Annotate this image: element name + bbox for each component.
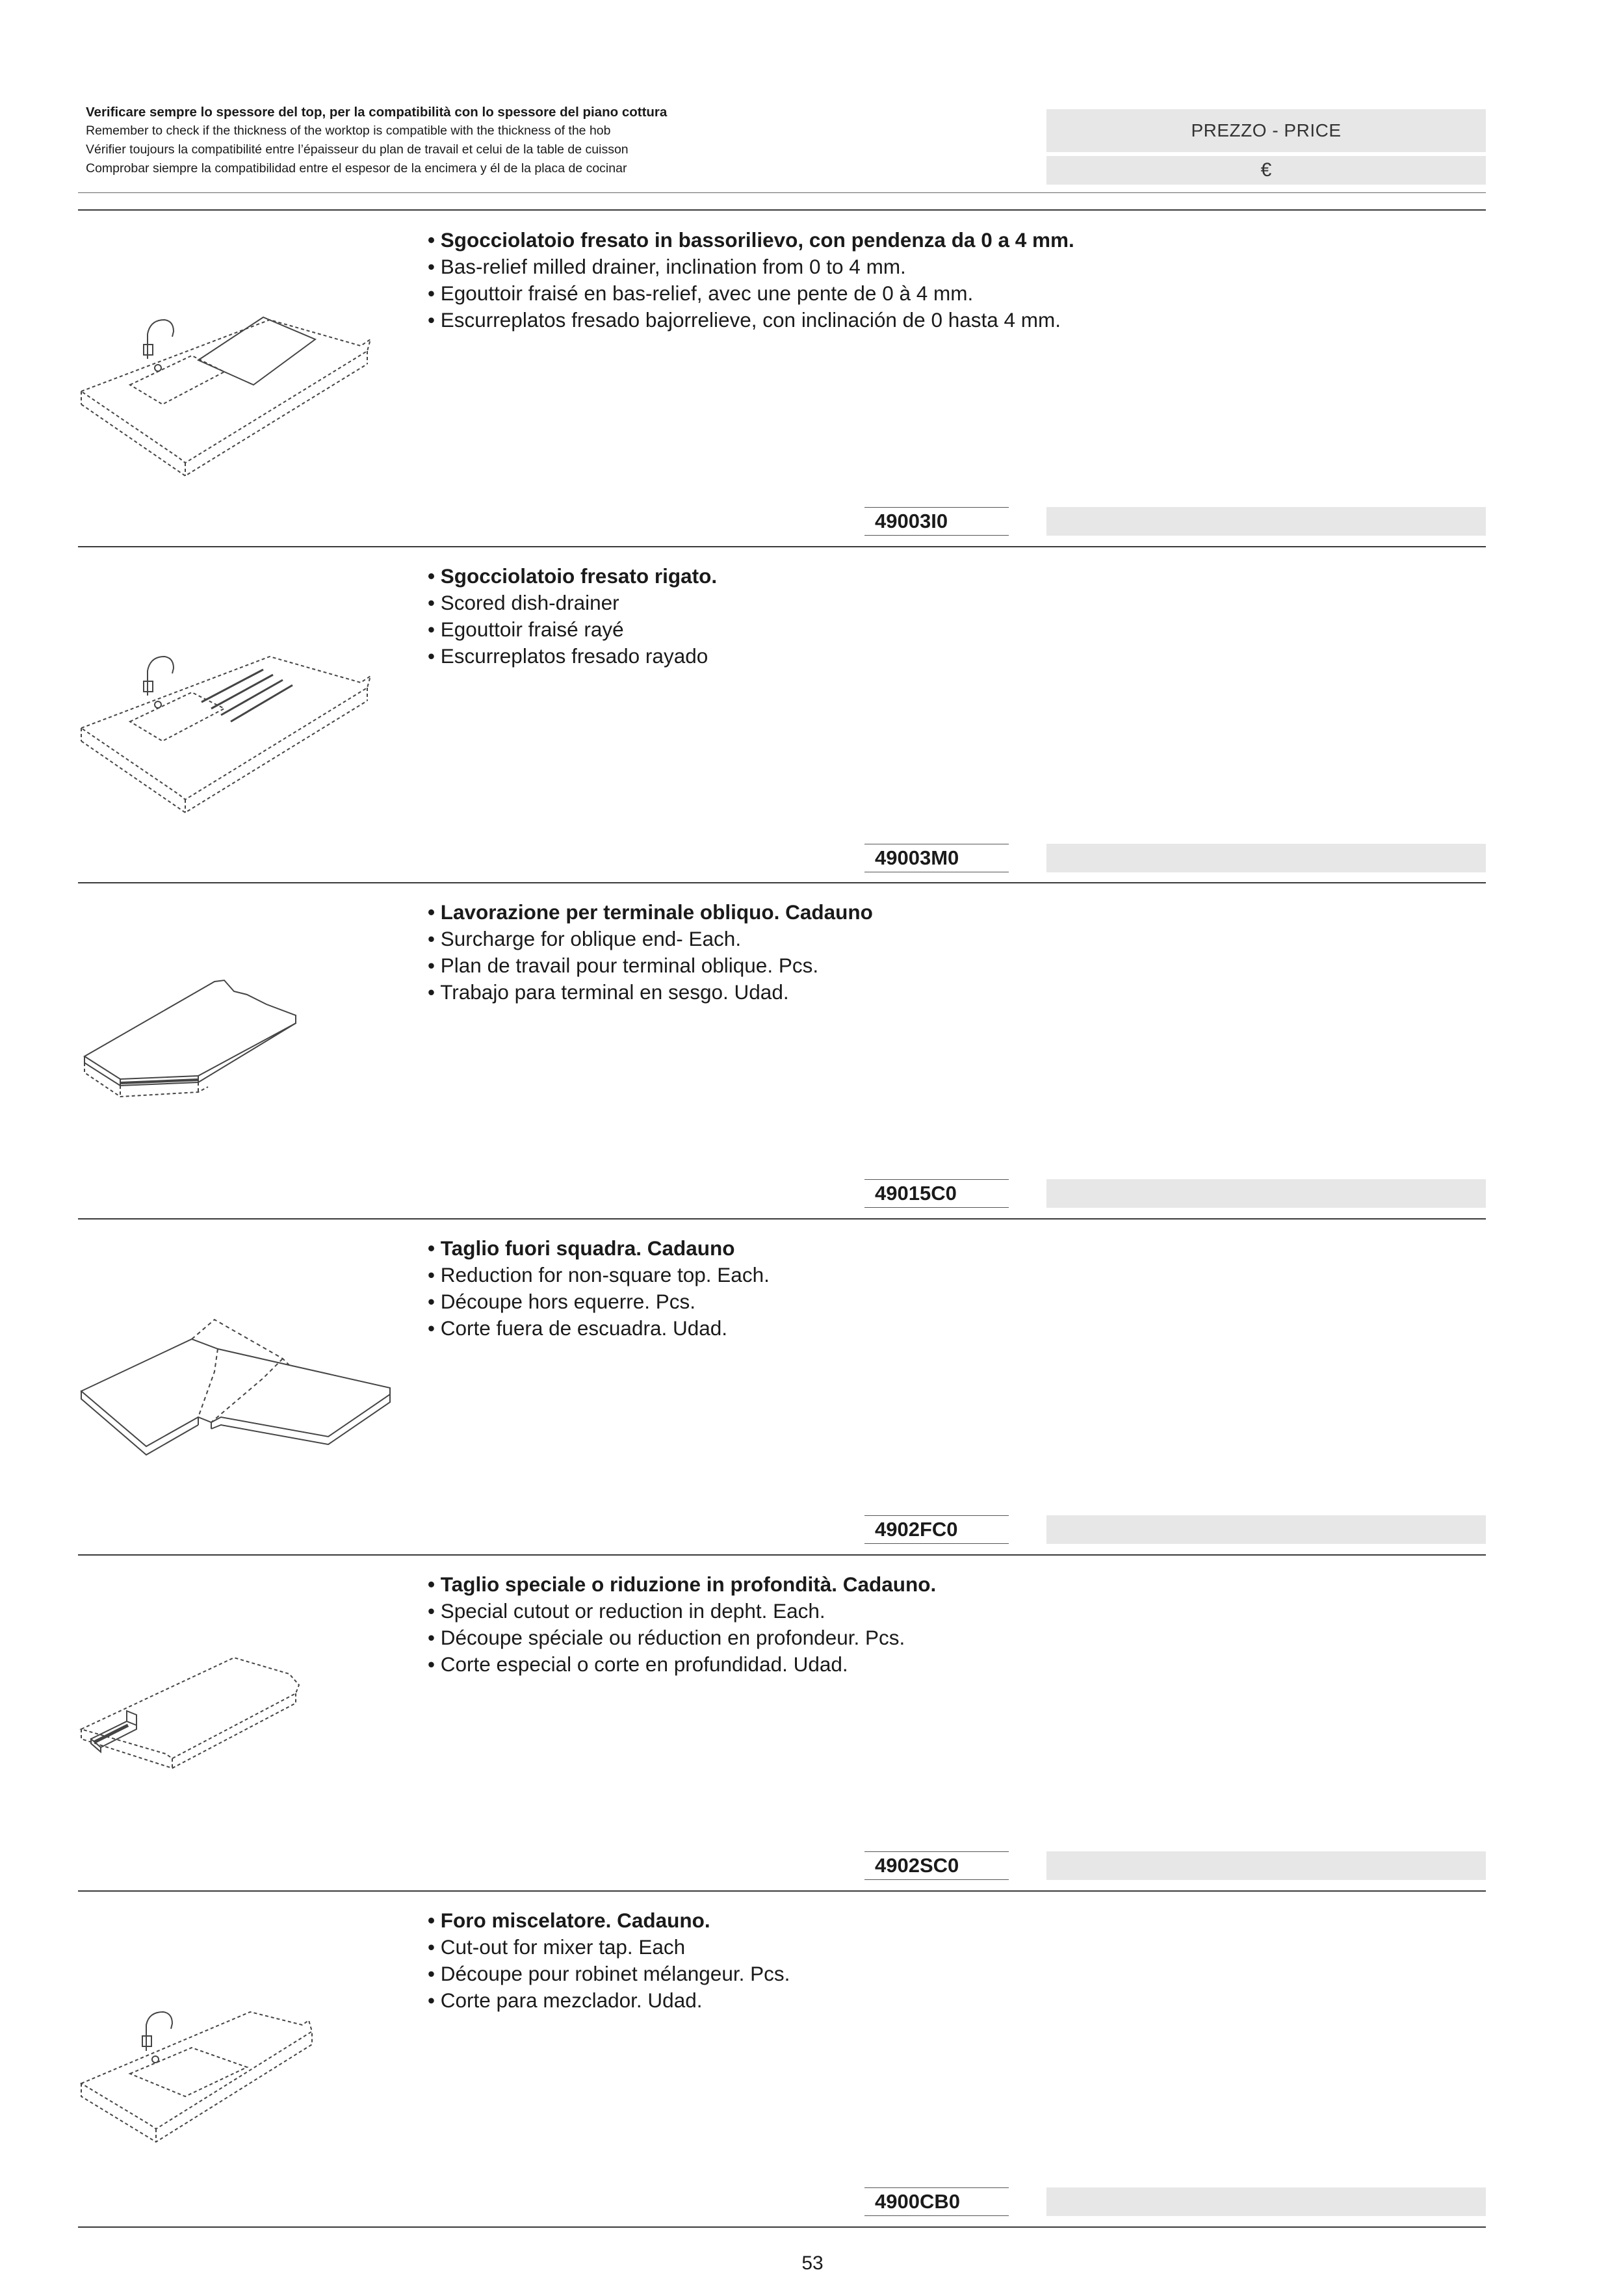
section-divider bbox=[78, 1554, 1486, 1556]
price-field bbox=[1046, 1179, 1486, 1208]
price-field bbox=[1046, 1851, 1486, 1880]
desc-line-en: • Bas-relief milled drainer, inclination from 0 to 4 mm. bbox=[428, 255, 906, 278]
header-divider bbox=[78, 192, 1486, 193]
desc-line-it: • Lavorazione per terminale obliquo. Cadauno bbox=[428, 900, 873, 924]
desc-line-es: • Escurreplatos fresado bajorrelieve, con inclinación de 0 hasta 4 mm. bbox=[428, 308, 1061, 332]
section-divider bbox=[78, 209, 1486, 211]
product-code: 49003I0 bbox=[864, 507, 1009, 536]
page-number: 53 bbox=[801, 2252, 824, 2274]
compatibility-note bbox=[86, 103, 1028, 178]
product-code: 49003M0 bbox=[864, 844, 1009, 872]
price-field bbox=[1046, 844, 1486, 872]
desc-line-en: • Scored dish-drainer bbox=[428, 591, 619, 614]
desc-line-es: • Corte para mezclador. Udad. bbox=[428, 1989, 703, 2012]
desc-line-fr: • Egouttoir fraisé en bas-relief, avec une pente de 0 à 4 mm. bbox=[428, 281, 974, 305]
product-code: 49015C0 bbox=[864, 1179, 1009, 1208]
desc-line-fr: • Découpe spéciale ou réduction en profondeur. Pcs. bbox=[428, 1626, 905, 1649]
price-column-header: PREZZO - PRICE bbox=[1046, 109, 1486, 152]
section-divider bbox=[78, 882, 1486, 883]
price-field bbox=[1046, 507, 1486, 536]
desc-line-en: • Special cutout or reduction in depht. Each. bbox=[428, 1599, 825, 1623]
item-description bbox=[428, 1235, 1273, 1342]
section-divider bbox=[78, 2226, 1486, 2228]
worktop-oblique-end-icon bbox=[75, 969, 400, 1183]
price-field bbox=[1046, 1515, 1486, 1544]
desc-line-en: • Surcharge for oblique end- Each. bbox=[428, 927, 742, 950]
price-currency: € bbox=[1046, 156, 1486, 185]
note-line-fr: Vérifier toujours la compatibilité entre l’épaisseur du plan de travail et celui de la table de cuisson bbox=[86, 142, 629, 157]
desc-line-fr: • Egouttoir fraisé rayé bbox=[428, 618, 624, 641]
note-line-it: Verificare sempre lo spessore del top, per la compatibilità con lo spessore del piano cottura bbox=[86, 105, 668, 120]
worktop-mixer-tap-hole-icon bbox=[75, 1976, 400, 2191]
desc-line-en: • Reduction for non-square top. Each. bbox=[428, 1263, 770, 1286]
desc-line-es: • Trabajo para terminal en sesgo. Udad. bbox=[428, 980, 789, 1004]
product-code: 4902FC0 bbox=[864, 1515, 1009, 1544]
worktop-scored-drainer-icon bbox=[75, 618, 400, 832]
desc-line-fr: • Plan de travail pour terminal oblique. Pcs. bbox=[428, 954, 819, 977]
item-description bbox=[428, 1907, 1273, 2014]
item-description bbox=[428, 899, 1273, 1006]
item-description bbox=[428, 227, 1273, 333]
worktop-milled-drainer-icon bbox=[75, 281, 400, 495]
desc-line-fr: • Découpe hors equerre. Pcs. bbox=[428, 1290, 695, 1313]
desc-line-fr: • Découpe pour robinet mélangeur. Pcs. bbox=[428, 1962, 790, 1985]
item-description bbox=[428, 1571, 1273, 1678]
item-description bbox=[428, 563, 1273, 670]
desc-line-es: • Escurreplatos fresado rayado bbox=[428, 644, 708, 668]
desc-line-it: • Foro miscelatore. Cadauno. bbox=[428, 1909, 710, 1932]
section-divider bbox=[78, 1890, 1486, 1892]
worktop-non-square-cut-icon bbox=[75, 1307, 400, 1521]
price-field bbox=[1046, 2187, 1486, 2216]
section-divider bbox=[78, 1218, 1486, 1220]
product-code: 4902SC0 bbox=[864, 1851, 1009, 1880]
desc-line-it: • Sgocciolatoio fresato in bassorilievo, con pendenza da 0 a 4 mm. bbox=[428, 228, 1074, 252]
desc-line-es: • Corte especial o corte en profundidad. Udad. bbox=[428, 1652, 848, 1676]
worktop-depth-reduction-icon bbox=[75, 1645, 400, 1859]
product-code: 4900CB0 bbox=[864, 2187, 1009, 2216]
desc-line-en: • Cut-out for mixer tap. Each bbox=[428, 1935, 686, 1959]
note-line-en: Remember to check if the thickness of the worktop is compatible with the thickness of the hob bbox=[86, 124, 611, 138]
desc-line-it: • Taglio fuori squadra. Cadauno bbox=[428, 1236, 735, 1260]
desc-line-es: • Corte fuera de escuadra. Udad. bbox=[428, 1316, 728, 1340]
desc-line-it: • Taglio speciale o riduzione in profondità. Cadauno. bbox=[428, 1572, 937, 1596]
desc-line-it: • Sgocciolatoio fresato rigato. bbox=[428, 564, 718, 588]
section-divider bbox=[78, 546, 1486, 547]
note-line-es: Comprobar siempre la compatibilidad entre el espesor de la encimera y él de la placa de cocinar bbox=[86, 161, 627, 176]
